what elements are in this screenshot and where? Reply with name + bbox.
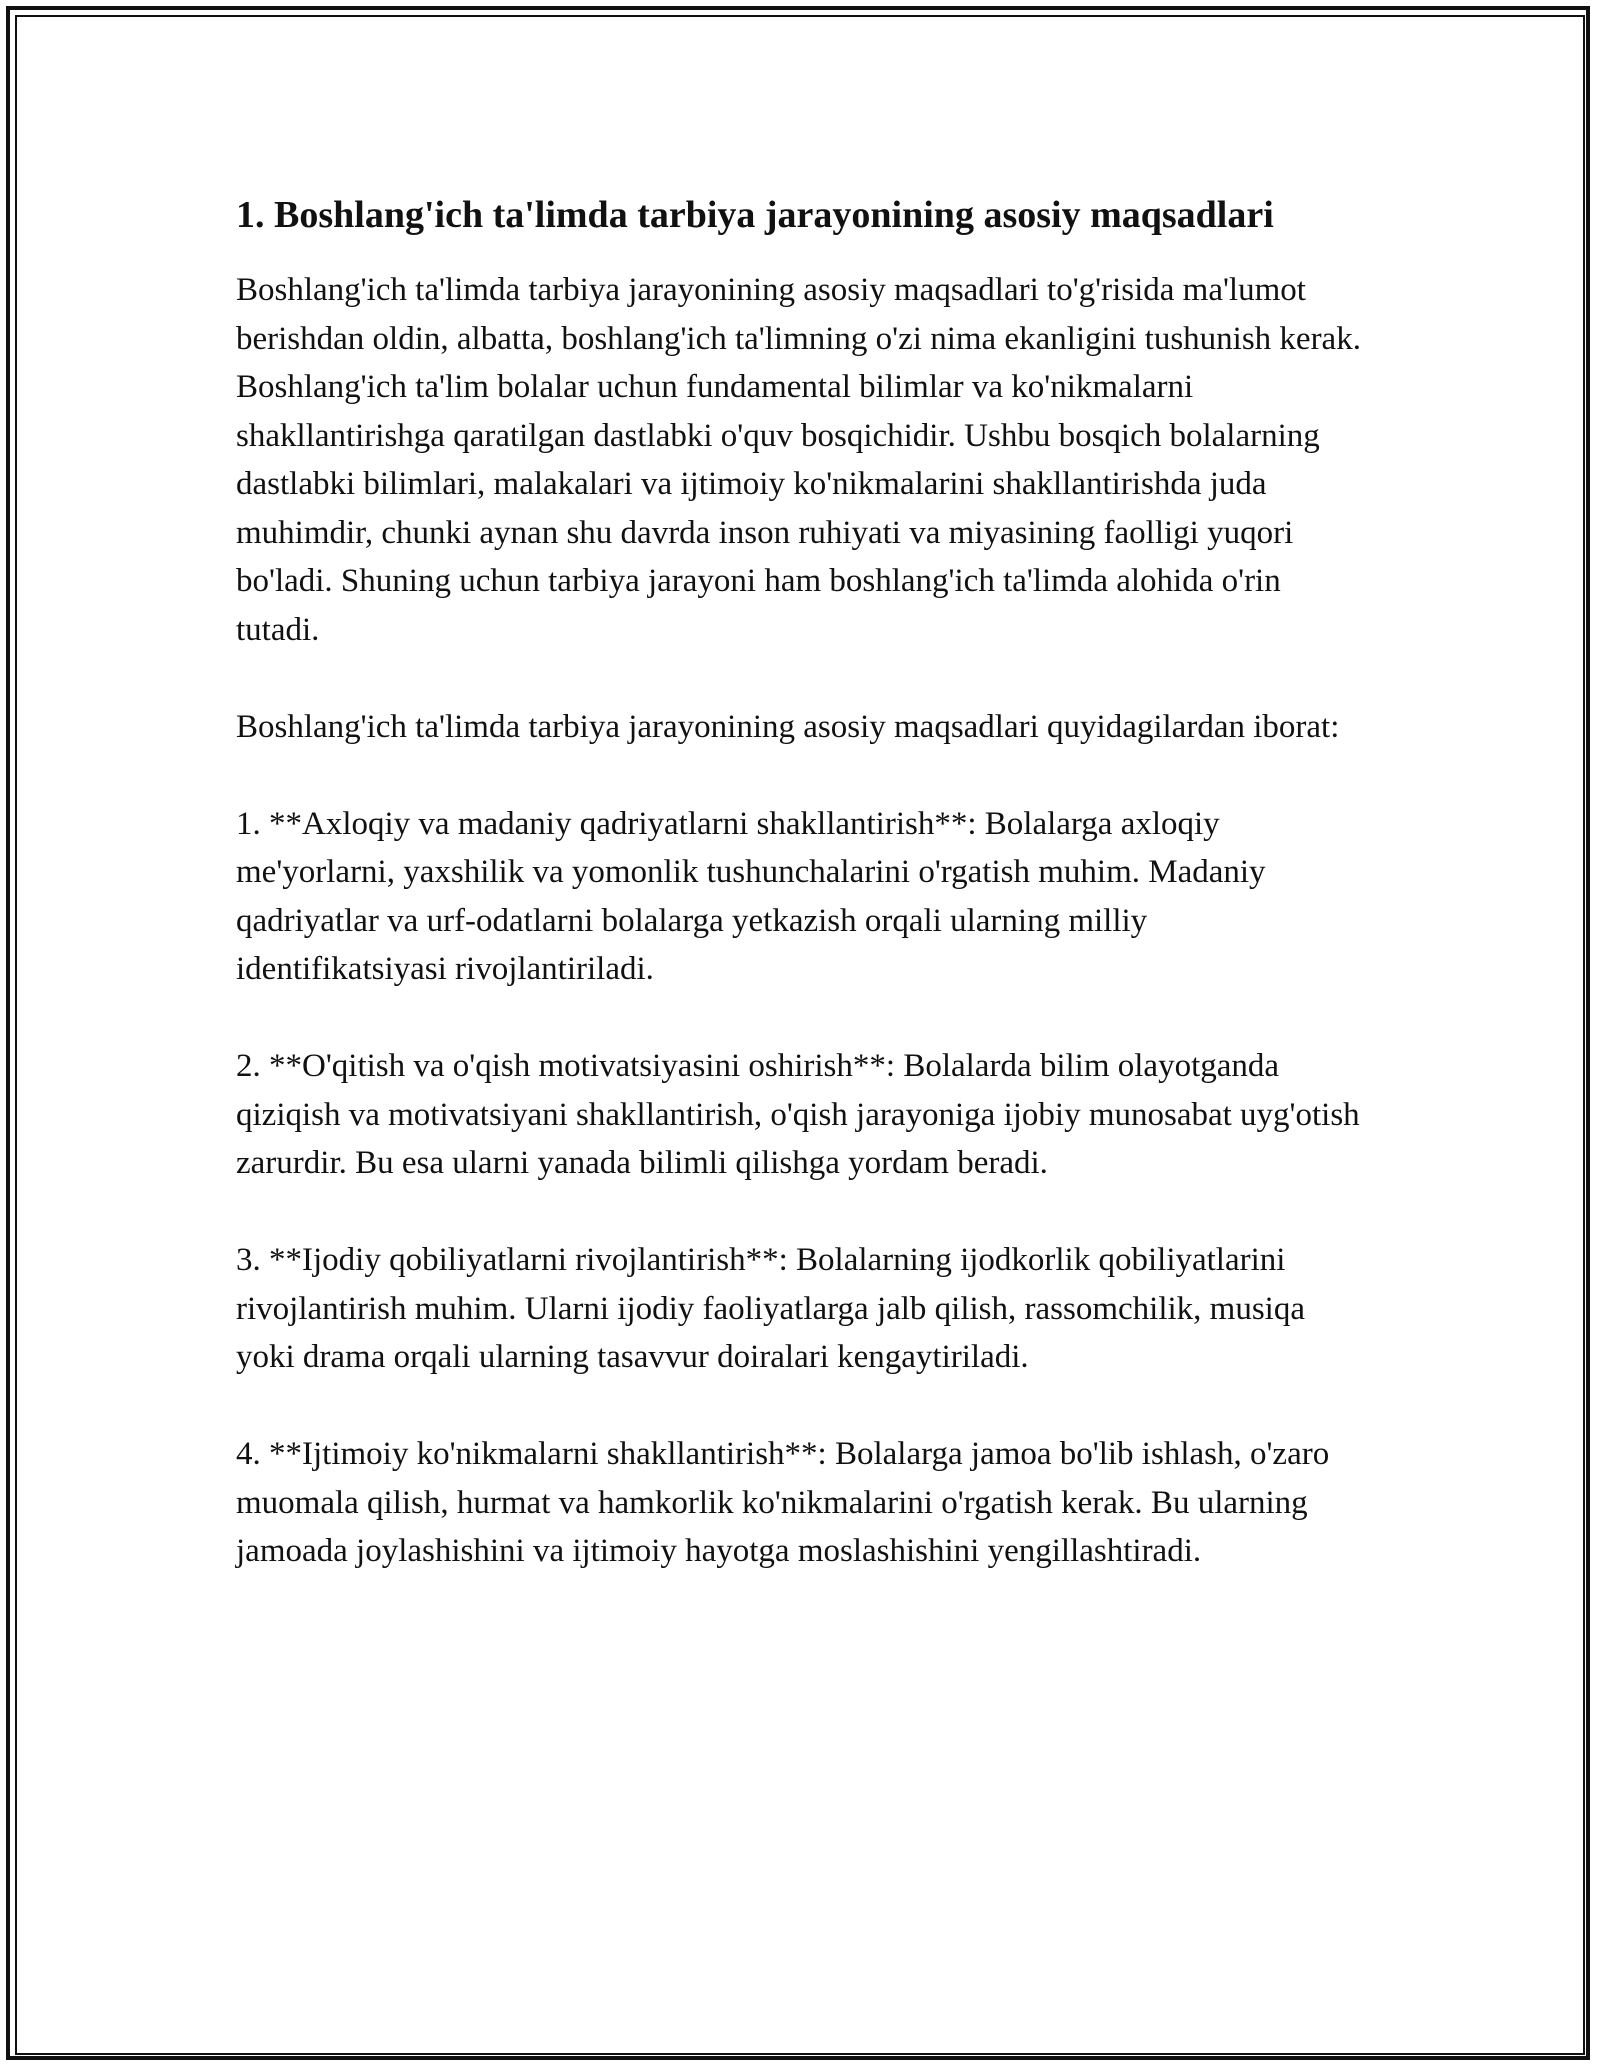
intro-paragraph: Boshlang'ich ta'limda tarbiya jarayonining asosiy maqsadlari to'g'risida ma'lumot berishdan oldin, albatta, boshlang'ich ta'limning o'zi nima ekanligini tushunish kerak. Boshlang'ich ta'lim bolalar uchun fundamental bilimlar va ko'nikmalarni shakllantirishga qaratilgan dastlabki o'quv bosqichidir. Ushbu bosqich bolalarning dastlabki bilimlari, malakalari va ijtimoiy ko'nikmalarini shakllantirishda juda muhimdir, chunki aynan shu davrda inson ruhiyati va miyasining faolligi yuqori bo'ladi. Shuning uchun tarbiya jarayoni ham boshlang'ich ta'limda alohida o'rin tutadi. (236, 272, 1361, 648)
section-heading: 1. Boshlang'ich ta'limda tarbiya jarayonining asosiy maqsadlari (236, 194, 1274, 236)
goal-item-3: 3. **Ijodiy qobiliyatlarni rivojlantirish**: Bolalarning ijodkorlik qobiliyatlarini rivojlantirish muhim. Ularni ijodiy faoliyatlarga jalb qilish, rassomchilik, musiqa yoki drama orqali ularning tasavvur doiralari kengaytiriladi. (236, 1242, 1305, 1375)
document-body (236, 188, 1366, 1576)
goal-item-2: 2. **O'qitish va o'qish motivatsiyasini oshirish**: Bolalarda bilim olayotganda qiziqish va motivatsiyani shakllantirish, o'qish jarayoniga ijobiy munosabat uyg'otish zarurdir. Bu esa ularni yanada bilimli qilishga yordam beradi. (236, 1048, 1360, 1181)
goals-intro-paragraph: Boshlang'ich ta'limda tarbiya jarayonining asosiy maqsadlari quyidagilardan iborat: (236, 708, 1340, 745)
goal-item-4: 4. **Ijtimoiy ko'nikmalarni shakllantirish**: Bolalarga jamoa bo'lib ishlash, o'zaro muomala qilish, hurmat va hamkorlik ko'nikmalarini o'rgatish kerak. Bu ularning jamoada joylashishini va ijtimoiy hayotga moslashishini yengillashtiradi. (236, 1436, 1330, 1569)
goal-item-1: 1. **Axloqiy va madaniy qadriyatlarni shakllantirish**: Bolalarga axloqiy me'yorlarni, yaxshilik va yomonlik tushunchalarini o'rgatish muhim. Madaniy qadriyatlar va urf-odatlarni bolalarga yetkazish orqali ularning milliy identifikatsiyasi rivojlantiriladi. (236, 805, 1266, 987)
